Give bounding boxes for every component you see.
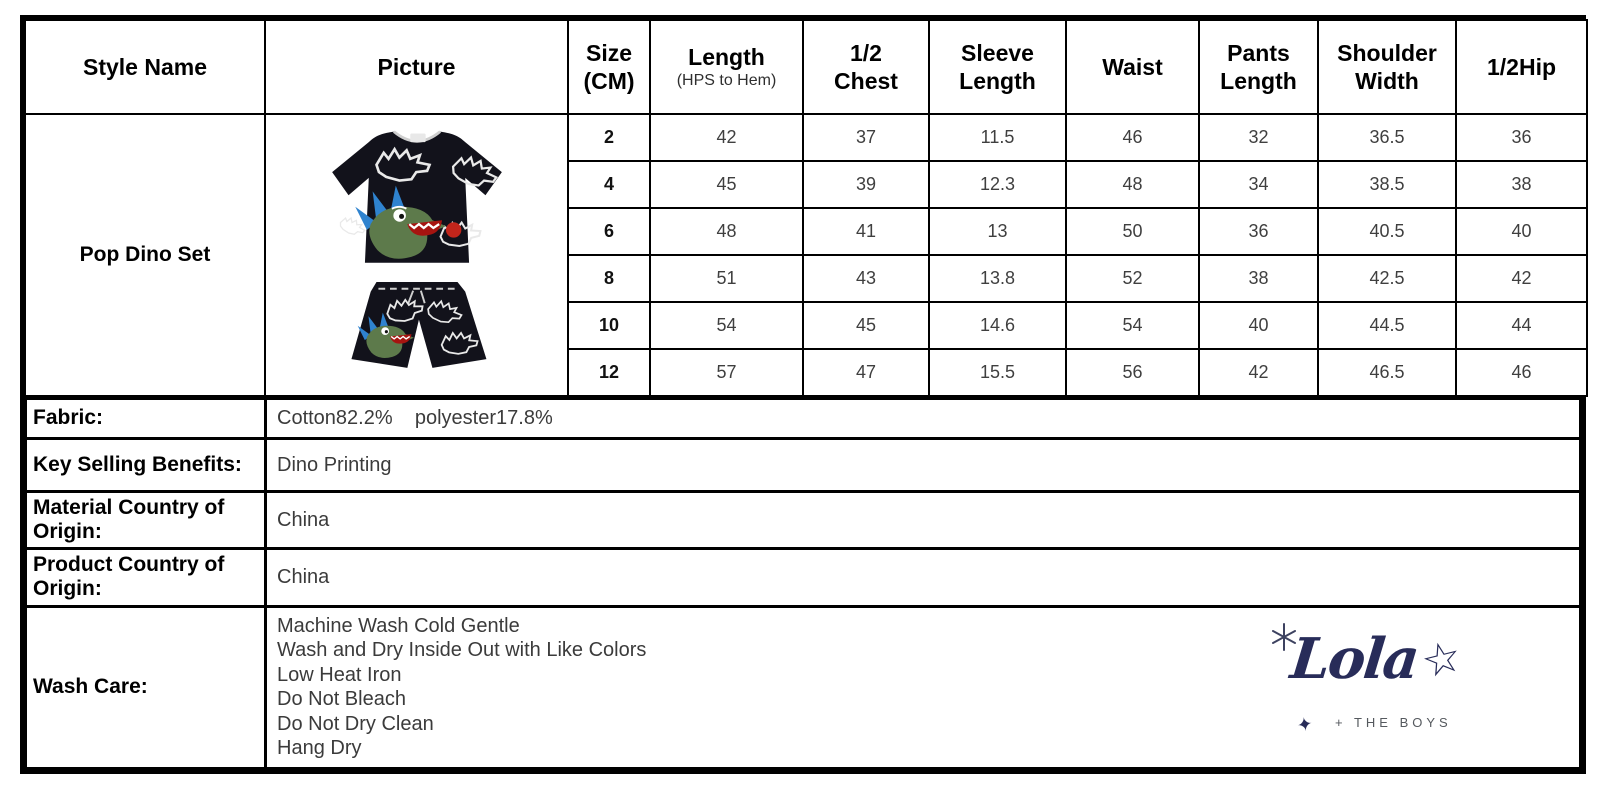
size-cell: 10 bbox=[568, 302, 650, 349]
wash-care-line: Do Not Bleach bbox=[277, 688, 406, 711]
material-origin-label: Material Country of Origin: bbox=[26, 492, 266, 549]
shoulder-cell: 36.5 bbox=[1318, 114, 1456, 161]
fabric-label: Fabric: bbox=[26, 399, 266, 439]
benefits-value: Dino Printing bbox=[266, 439, 1581, 492]
product-photo bbox=[266, 120, 567, 390]
picture-cell bbox=[265, 114, 568, 396]
pants-cell: 36 bbox=[1199, 208, 1318, 255]
pants-cell: 34 bbox=[1199, 161, 1318, 208]
logo-subtext: + THE BOYS bbox=[1335, 714, 1452, 730]
waist-cell: 56 bbox=[1066, 349, 1199, 396]
waist-cell: 46 bbox=[1066, 114, 1199, 161]
material-origin-value: China bbox=[266, 492, 1581, 549]
header-size-cm: Size (CM) bbox=[568, 20, 650, 114]
shoulder-cell: 40.5 bbox=[1318, 208, 1456, 255]
length-cell: 51 bbox=[650, 255, 803, 302]
wash-care-row bbox=[26, 606, 1581, 768]
fabric-row bbox=[26, 399, 1581, 439]
waist-cell: 54 bbox=[1066, 302, 1199, 349]
size-cell: 2 bbox=[568, 114, 650, 161]
header-pants-length: Pants Length bbox=[1199, 20, 1318, 114]
wash-care-value bbox=[266, 606, 1581, 768]
half-chest-cell: 43 bbox=[803, 255, 929, 302]
waist-cell: 48 bbox=[1066, 161, 1199, 208]
length-cell: 48 bbox=[650, 208, 803, 255]
pants-cell: 32 bbox=[1199, 114, 1318, 161]
benefits-label: Key Selling Benefits: bbox=[26, 439, 266, 492]
half-hip-cell: 46 bbox=[1456, 349, 1587, 396]
half-chest-cell: 37 bbox=[803, 114, 929, 161]
sleeve-cell: 15.5 bbox=[929, 349, 1066, 396]
wash-care-line: Hang Dry bbox=[277, 737, 362, 760]
star-filled-icon: ✦ bbox=[1295, 712, 1315, 737]
spec-sheet bbox=[20, 15, 1586, 774]
size-cell: 4 bbox=[568, 161, 650, 208]
sleeve-cell: 12.3 bbox=[929, 161, 1066, 208]
logo-script-text: Lola bbox=[1287, 625, 1421, 692]
half-hip-cell: 38 bbox=[1456, 161, 1587, 208]
shoulder-cell: 46.5 bbox=[1318, 349, 1456, 396]
sleeve-cell: 11.5 bbox=[929, 114, 1066, 161]
sleeve-cell: 14.6 bbox=[929, 302, 1066, 349]
size-row bbox=[25, 114, 1587, 161]
length-cell: 57 bbox=[650, 349, 803, 396]
half-hip-cell: 36 bbox=[1456, 114, 1587, 161]
length-cell: 45 bbox=[650, 161, 803, 208]
dino-set-photo-graphic bbox=[291, 120, 543, 390]
product-details-table bbox=[24, 397, 1582, 770]
wash-care-label: Wash Care: bbox=[26, 606, 266, 768]
wash-care-line: Wash and Dry Inside Out with Like Colors bbox=[277, 639, 647, 662]
size-spec-table bbox=[24, 19, 1588, 397]
style-name-value: Pop Dino Set bbox=[25, 114, 265, 396]
size-cell: 12 bbox=[568, 349, 650, 396]
length-cell: 42 bbox=[650, 114, 803, 161]
size-cell: 8 bbox=[568, 255, 650, 302]
header-length: Length (HPS to Hem) bbox=[650, 20, 803, 114]
star-outline-icon: ☆ bbox=[1415, 629, 1467, 689]
header-picture: Picture bbox=[265, 20, 568, 114]
half-chest-cell: 47 bbox=[803, 349, 929, 396]
product-origin-row bbox=[26, 549, 1581, 606]
waist-cell: 50 bbox=[1066, 208, 1199, 255]
shoulder-cell: 38.5 bbox=[1318, 161, 1456, 208]
header-waist: Waist bbox=[1066, 20, 1199, 114]
shoulder-cell: 42.5 bbox=[1318, 255, 1456, 302]
sleeve-cell: 13.8 bbox=[929, 255, 1066, 302]
header-shoulder-width: Shoulder Width bbox=[1318, 20, 1456, 114]
product-origin-label: Product Country of Origin: bbox=[26, 549, 266, 606]
half-hip-cell: 42 bbox=[1456, 255, 1587, 302]
half-chest-cell: 39 bbox=[803, 161, 929, 208]
half-hip-cell: 44 bbox=[1456, 302, 1587, 349]
size-table-header-row bbox=[25, 20, 1587, 114]
material-origin-row bbox=[26, 492, 1581, 549]
product-origin-value: China bbox=[266, 549, 1581, 606]
waist-cell: 52 bbox=[1066, 255, 1199, 302]
wash-care-line: Do Not Dry Clean bbox=[277, 712, 434, 735]
header-sleeve-length: Sleeve Length bbox=[929, 20, 1066, 114]
shoulder-cell: 44.5 bbox=[1318, 302, 1456, 349]
lola-the-boys-logo bbox=[1269, 620, 1469, 738]
length-cell: 54 bbox=[650, 302, 803, 349]
pants-cell: 40 bbox=[1199, 302, 1318, 349]
wash-care-line: Low Heat Iron bbox=[277, 663, 402, 686]
header-half-hip: 1/2Hip bbox=[1456, 20, 1587, 114]
wash-care-line: Machine Wash Cold Gentle bbox=[277, 614, 520, 637]
fabric-value: Cotton82.2% polyester17.8% bbox=[266, 399, 1581, 439]
sleeve-cell: 13 bbox=[929, 208, 1066, 255]
header-half-chest: 1/2 Chest bbox=[803, 20, 929, 114]
key-selling-benefits-row bbox=[26, 439, 1581, 492]
half-hip-cell: 40 bbox=[1456, 208, 1587, 255]
size-cell: 6 bbox=[568, 208, 650, 255]
half-chest-cell: 45 bbox=[803, 302, 929, 349]
half-chest-cell: 41 bbox=[803, 208, 929, 255]
pants-cell: 38 bbox=[1199, 255, 1318, 302]
pants-cell: 42 bbox=[1199, 349, 1318, 396]
header-style-name: Style Name bbox=[25, 20, 265, 114]
